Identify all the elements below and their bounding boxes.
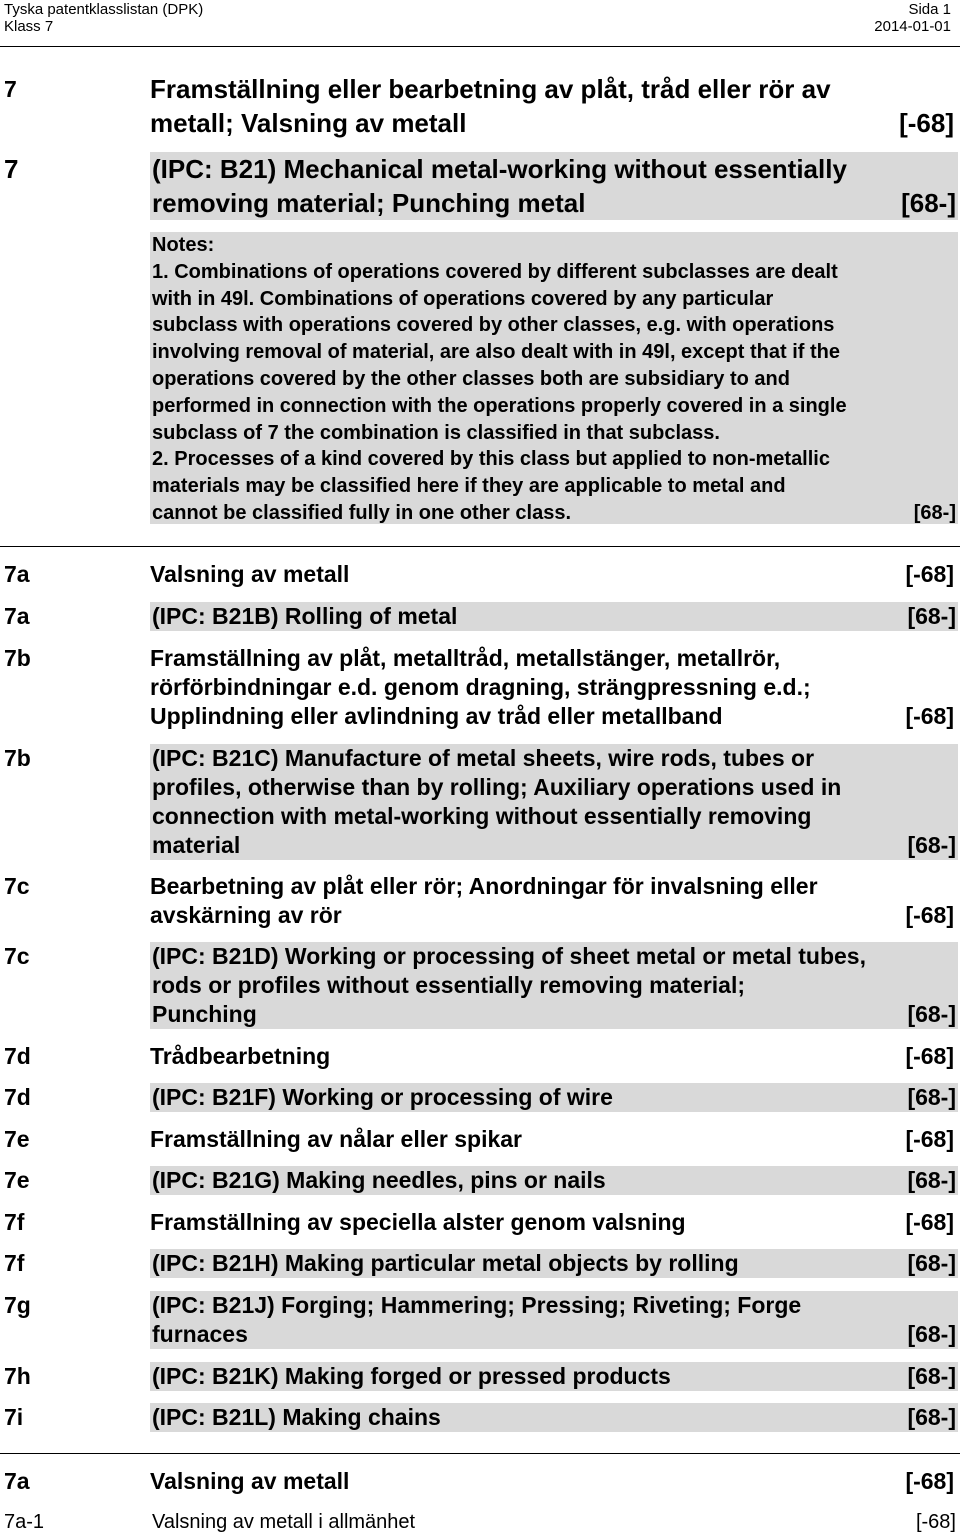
entry-line: rörförbindningar e.d. genom dragning, strängpressning e.d.; (150, 674, 811, 700)
page-number: Sida 1 (908, 1, 951, 18)
date-range: [68-] (907, 1084, 956, 1110)
entry-line: (IPC: B21L) Making chains (152, 1404, 441, 1430)
notes-line: performed in connection with the operations properly covered in a single (152, 394, 847, 417)
notes-line: involving removal of material, are also dealt with in 49l, except that if the (152, 341, 840, 364)
entry-line: Valsning av metall (150, 1468, 350, 1494)
subclass-code: 7c (4, 873, 30, 899)
class-code: 7 (4, 154, 19, 184)
date-range: [-68] (905, 1209, 954, 1235)
section-divider (0, 546, 960, 547)
notes-line: with in 49l. Combinations of operations covered by any particular (152, 287, 774, 310)
subclass-code: 7h (4, 1363, 31, 1389)
entry-line: Trådbearbetning (150, 1043, 331, 1069)
notes-line: subclass with operations covered by other classes, e.g. with operations (152, 314, 835, 337)
subclass-code: 7a (4, 561, 30, 587)
date-range: [68-] (907, 1321, 956, 1347)
entry-line: Valsning av metall (150, 561, 350, 587)
subclass-code: 7b (4, 745, 31, 771)
date-range: [-68] (905, 1126, 954, 1152)
subgroup-text (150, 1467, 956, 1496)
subclass-code: 7c (4, 943, 30, 969)
subclass-text (150, 1125, 956, 1154)
notes-line: operations covered by the other classes both are subsidiary to and (152, 367, 790, 390)
notes-last-line (150, 500, 958, 527)
header-divider (0, 46, 960, 47)
subclass-code: 7f (4, 1250, 25, 1276)
class-notes (150, 232, 958, 524)
entry-line: (IPC: B21F) Working or processing of wire (152, 1084, 613, 1110)
date-range: [68-] (907, 603, 956, 629)
entry-line: (IPC: B21G) Making needles, pins or nails (152, 1167, 606, 1193)
page-header (0, 0, 960, 44)
entry-line: (IPC: B21C) Manufacture of metal sheets, wire rods, tubes or (152, 745, 815, 771)
notes-line: 2. Processes of a kind covered by this class but applied to non-metallic (152, 448, 830, 471)
subclass-code: 7b (4, 645, 31, 671)
entry-line: Framställning av nålar eller spikar (150, 1126, 522, 1152)
entry-line: (IPC: B21J) Forging; Hammering; Pressing; Riveting; Forge (152, 1292, 802, 1318)
subclass-text (150, 560, 956, 589)
entry-line: Framställning eller bearbetning av plåt, tråd eller rör av (150, 74, 831, 104)
class-text (150, 72, 956, 140)
date-range: [-68] (915, 1511, 956, 1533)
entry-line: profiles, otherwise than by rolling; Auxiliary operations used in (152, 774, 842, 800)
date-range: [-68] (905, 1043, 954, 1069)
entry-line: rods or profiles without essentially removing material; (152, 972, 746, 998)
document-date: 2014-01-01 (874, 18, 951, 35)
subclass-text (150, 872, 956, 930)
entry-line: removing material; Punching metal (152, 188, 586, 218)
entry-line: Upplindning eller avlindning av tråd eller metallband (150, 703, 723, 729)
subclass-code: 7g (4, 1292, 31, 1318)
notes-line: cannot be classified fully in one other class. (152, 501, 572, 524)
entry-line: Punching (152, 1001, 257, 1027)
subclass-code: 7f (4, 1209, 25, 1235)
subclass-text (150, 1291, 958, 1349)
class-label: Klass 7 (4, 18, 54, 35)
entry-line: Bearbetning av plåt eller rör; Anordningar för invalsning eller (150, 873, 818, 899)
notes-line: Notes: (152, 234, 215, 256)
subclass-code: 7d (4, 1043, 31, 1069)
date-range: [68-] (907, 832, 956, 858)
subclass-text (150, 644, 956, 731)
date-range: [68-] (907, 1363, 956, 1389)
date-range: [68-] (907, 1404, 956, 1430)
entry-line: (IPC: B21K) Making forged or pressed products (152, 1363, 671, 1389)
subclass-text (150, 1083, 958, 1112)
class-text (150, 152, 958, 220)
entry-line: material (152, 832, 241, 858)
subclass-code: 7e (4, 1167, 30, 1193)
entry-line: (IPC: B21H) Making particular metal objects by rolling (152, 1250, 739, 1276)
subclass-code: 7d (4, 1084, 31, 1110)
subclass-text (150, 602, 958, 631)
subclass-code: 7i (4, 1404, 24, 1430)
notes-line: subclass of 7 the combination is classified in that subclass. (152, 421, 720, 444)
subclass-text (150, 1403, 958, 1432)
date-range: [-68] (905, 1468, 954, 1494)
entry-line: furnaces (152, 1321, 248, 1347)
subgroup-entry (0, 1510, 960, 1534)
subclass-code: 7a (4, 603, 30, 629)
subclass-text (150, 1166, 958, 1195)
entry-line: (IPC: B21D) Working or processing of sheet metal or metal tubes, (152, 943, 866, 969)
subgroup-code: 7a (4, 1468, 30, 1494)
subclass-text (150, 744, 958, 860)
entry-line: (IPC: B21) Mechanical metal-working without essentially (152, 154, 847, 184)
subgroup-entry-text: Valsning av metall i allmänhet (152, 1511, 416, 1533)
date-range: [-68] (905, 703, 954, 729)
entry-line: avskärning av rör (150, 902, 342, 928)
date-range: [-68] (899, 108, 954, 138)
date-range: [-68] (905, 902, 954, 928)
entry-line: Framställning av speciella alster genom valsning (150, 1209, 686, 1235)
subclass-text (150, 1042, 956, 1071)
class-code: 7 (4, 76, 17, 102)
subclass-text (150, 1208, 956, 1237)
entry-line: metall; Valsning av metall (150, 108, 467, 138)
entry-line: (IPC: B21B) Rolling of metal (152, 603, 458, 629)
date-range: [68-] (913, 501, 956, 524)
date-range: [68-] (901, 188, 956, 218)
date-range: [-68] (905, 561, 954, 587)
subclass-code: 7e (4, 1126, 30, 1152)
subclass-text (150, 1362, 958, 1391)
notes-line: materials may be classified here if they are applicable to metal and (152, 475, 786, 498)
subclass-text (150, 942, 958, 1029)
subclass-text (150, 1249, 958, 1278)
section-divider (0, 1453, 960, 1454)
entry-line: Framställning av plåt, metalltråd, metallstänger, metallrör, (150, 645, 781, 671)
date-range: [68-] (907, 1001, 956, 1027)
document-title: Tyska patentklasslistan (DPK) (4, 1, 204, 18)
subgroup-entry-code: 7a-1 (4, 1511, 45, 1533)
date-range: [68-] (907, 1250, 956, 1276)
entry-line: connection with metal-working without essentially removing (152, 803, 812, 829)
date-range: [68-] (907, 1167, 956, 1193)
notes-line: 1. Combinations of operations covered by different subclasses are dealt (152, 260, 838, 283)
